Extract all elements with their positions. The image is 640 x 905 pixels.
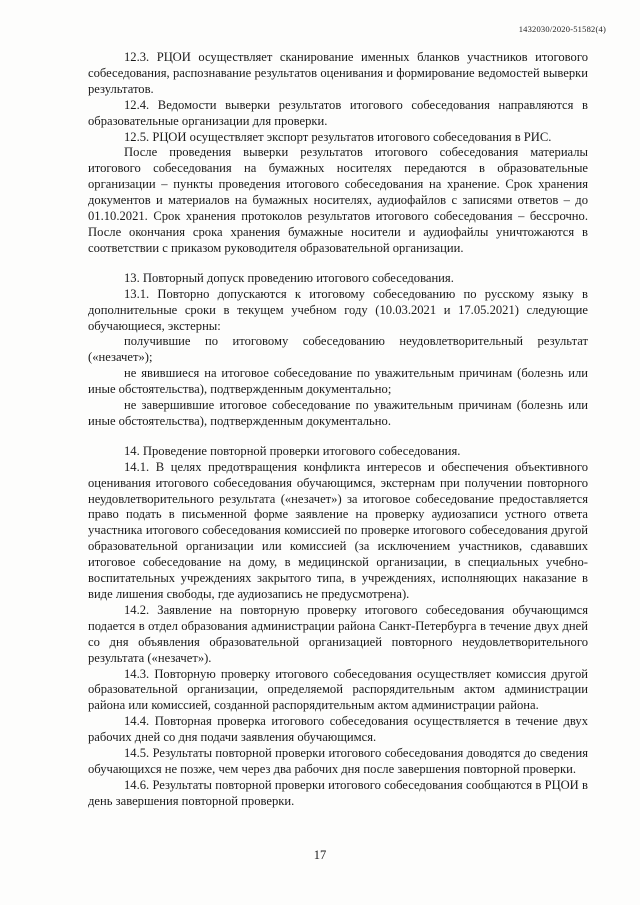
page-number: 17: [313, 848, 327, 862]
list-item-incomplete: не завершившие итоговое собеседование по уважительным причинам (болезнь или иные обстоятельства), подтвержденным документально.: [88, 398, 588, 428]
section-13-heading: 13. Повторный допуск проведению итогового собеседования.: [124, 270, 454, 285]
paragraph-12-3: 12.3. РЦОИ осуществляет сканирование именных бланков участников итогового собеседования, распознавание результатов оценивания и формирование ведомостей выверки результатов.: [88, 50, 588, 96]
paragraph-14-4: 14.4. Повторная проверка итогового собеседования осуществляется в течение двух рабочих дней со дня подачи заявления обучающимся.: [88, 714, 588, 745]
list-item-absent: не явившиеся на итоговое собеседование по уважительным причинам (болезнь или иные обстоятельства), подтвержденным документально;: [88, 366, 588, 397]
document-number: 1432030/2020-51582(4): [518, 24, 606, 34]
paragraph-storage: После проведения выверки результатов итогового собеседования материалы итогового собеседования на бумажных носителях передаются в образовательные организации – пункты проведения итогового собеседования на хранение. Срок хранения документов и материалов на бумажных носителях, аудиофайлов с записями ответов – до 01.10.2021. Срок хранения протоколов результатов итогового собеседования – бессрочно. После окончания срока хранения бумажные носители и аудиофайлы уничтожаются в соответствии с приказом руководителя образовательной организации.: [88, 145, 588, 255]
document-body: [88, 50, 588, 810]
paragraph-14-5: 14.5. Результаты повторной проверки итогового собеседования доводятся до сведения обучающихся не позже, чем через два рабочих дня после завершения повторной проверки.: [88, 746, 588, 776]
paragraph-14-2: 14.2. Заявление на повторную проверку итогового собеседования обучающимся подается в отдел образования администрации района Санкт-Петербурга в течение двух дней со дня объявления образовательной организацией повторного неудовлетворительного результата («незачет»).: [88, 602, 588, 665]
paragraph-14-3: 14.3. Повторную проверку итогового собеседования осуществляет комиссия другой образовательной организации, определяемой распорядительным актом администрации района или комиссией, созданной распорядительным актом администрации района.: [88, 666, 588, 713]
list-item-failed: получившие по итоговому собеседованию неудовлетворительный результат («незачет»);: [88, 334, 588, 365]
paragraph-13-1: 13.1. Повторно допускаются к итоговому собеседованию по русскому языку в дополнительные сроки в текущем учебном году (10.03.2021 и 17.05.2021) следующие обучающиеся, экстерны:: [88, 286, 588, 333]
paragraph-14-6: 14.6. Результаты повторной проверки итогового собеседования сообщаются в РЦОИ в день завершения повторной проверки.: [88, 777, 588, 808]
paragraph-12-4: 12.4. Ведомости выверки результатов итогового собеседования направляются в образовательные организации для проверки.: [88, 97, 588, 128]
paragraph-14-1: 14.1. В целях предотвращения конфликта интересов и обеспечения объективного оценивания итогового собеседования обучающимся, экстернам при получении повторного неудовлетворительного результата («незачет») за итоговое собеседование предоставляется право подать в письменной форме заявление на проверку аудиозаписи устного ответа участника итогового собеседования комиссией по проверке итогового собеседования другой образовательной организации или комиссией (за исключением участников, сдававших итоговое собеседование на дому, в медицинской организации, в специальных учебно-воспитательных учреждениях закрытого типа, в учреждениях, исполняющих наказание в виде лишения свободы, где аудиозапись не предусмотрена).: [88, 459, 588, 601]
section-gap: [88, 430, 588, 444]
section-14-heading: 14. Проведение повторной проверки итогового собеседования.: [124, 443, 461, 458]
section-gap: [88, 257, 588, 271]
paragraph-12-5: 12.5. РЦОИ осуществляет экспорт результатов итогового собеседования в РИС.: [124, 129, 552, 144]
